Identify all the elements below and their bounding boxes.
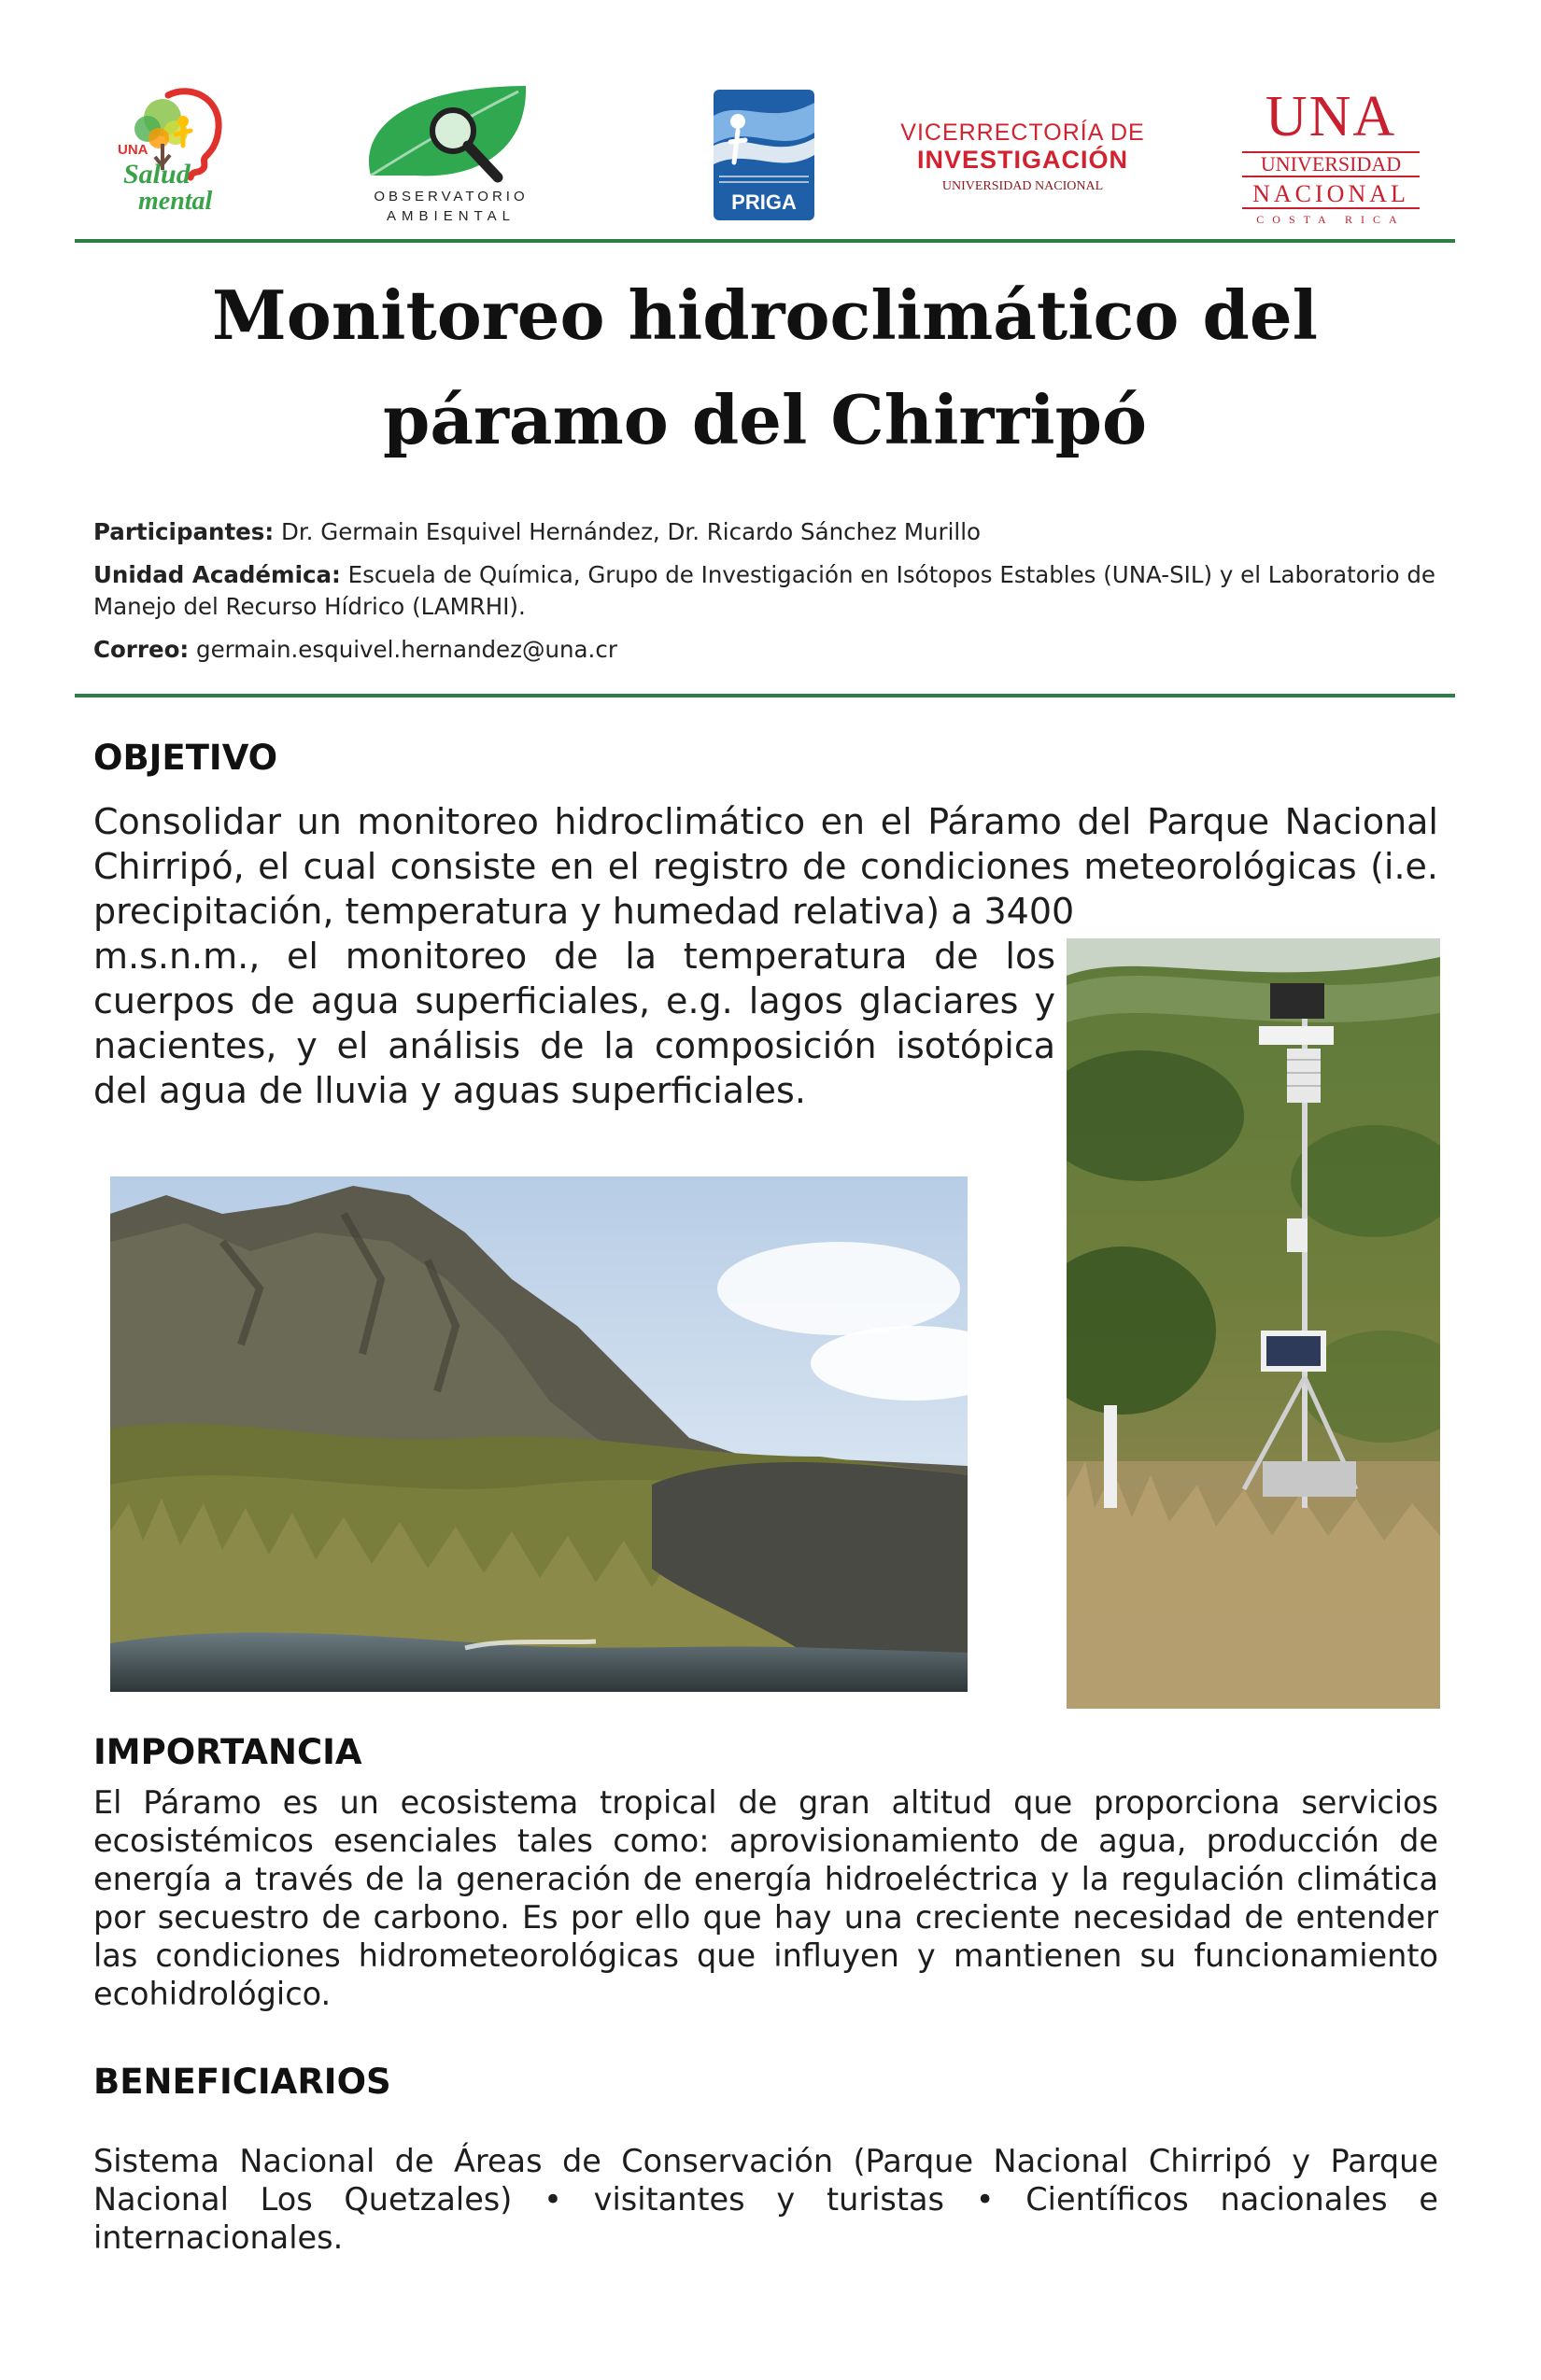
priga-logo xyxy=(714,90,814,220)
email-value[interactable]: germain.esquivel.hernandez@una.cr xyxy=(196,636,617,663)
importancia-text: El Páramo es un ecosistema tropical de gran altitud que proporciona servicios ecosistémicos esenciales tales como: aprovisionamiento de agua, producción de energía a través de la generación de energía hidroeléctrica y la regulación climática por secuestro de carbono. Es por ello que hay una creciente necesidad de entender las condiciones hidrometeorológicas que influyen y mantienen su funcionamiento ecohidrológico. xyxy=(93,1784,1438,2012)
objetivo-text-top: Consolidar un monitoreo hidroclimático en el Páramo del Parque Nacional Chirripó, el cual consiste en el registro de condiciones meteorológicas (i.e. precipitación, temperatura y humedad relativa) a 3400 xyxy=(93,801,1438,932)
participants-value: Dr. Germain Esquivel Hernández, Dr. Ricardo Sánchez Murillo xyxy=(280,518,982,545)
title-line2: páramo del Chirripó xyxy=(382,380,1147,459)
salud-mental-una: UNA xyxy=(118,142,148,158)
unit-value: Escuela de Química, Grupo de Investigación en Isótopos Estables (UNA-SIL) y el Laboratorio de Manejo del Recurso Hídrico (LAMRHI). xyxy=(93,561,1435,620)
vicerrectoria-line3: UNIVERSIDAD NACIONAL xyxy=(941,179,1104,193)
salud-mental-line2: mental xyxy=(138,187,213,216)
vicerrectoria-logo xyxy=(897,120,1149,204)
email-label: Correo: xyxy=(93,636,190,663)
meta-rule xyxy=(75,694,1455,697)
weather-station-photo xyxy=(1067,938,1440,1709)
leaf-magnifier-icon xyxy=(360,82,537,185)
salud-mental-line1: Salud xyxy=(123,159,191,190)
objetivo-heading: OBJETIVO xyxy=(93,738,278,778)
universidad-nacional-logo xyxy=(1242,85,1420,232)
academic-unit xyxy=(93,559,1438,623)
una-wordmark: UNA xyxy=(1265,85,1397,148)
una-salud-mental-logo xyxy=(110,77,232,226)
participants xyxy=(93,516,1438,548)
priga-label: PRIGA xyxy=(731,190,797,214)
header-rule xyxy=(75,239,1455,243)
beneficiarios-heading: BENEFICIARIOS xyxy=(93,2062,391,2102)
observatorio-ambiental-logo xyxy=(360,82,537,232)
beneficiarios-text: Sistema Nacional de Áreas de Conservación (Parque Nacional Chirripó y Parque Nacional Los Quetzales) • visitantes y turistas • Científicos nacionales e internacionales. xyxy=(93,2143,1438,2256)
unit-label: Unidad Académica: xyxy=(93,561,341,588)
vicerrectoria-line2: INVESTIGACIÓN xyxy=(916,146,1129,174)
universidad-line3: COSTA RICA xyxy=(1256,213,1406,226)
universidad-line1: UNIVERSIDAD xyxy=(1242,151,1420,177)
objetivo-text-bottom: m.s.n.m., el monitoreo de la temperatura de los cuerpos de agua superficiales, e.g. lagos glaciares y nacientes, y el análisis de la composición isotópica del agua de lluvia y aguas superficiales. xyxy=(93,936,1055,1111)
title-line1: Monitoreo hidroclimático del xyxy=(212,275,1318,355)
observatorio-line1: OBSERVATORIO xyxy=(374,189,529,204)
universidad-line2: NACIONAL xyxy=(1242,181,1420,209)
vicerrectoria-line1: VICERRECTORÍA DE xyxy=(900,120,1145,146)
paramo-landscape-photo xyxy=(110,1176,968,1692)
importancia-heading: IMPORTANCIA xyxy=(93,1732,362,1772)
participants-label: Participantes: xyxy=(93,518,275,545)
page-title xyxy=(75,263,1455,472)
email xyxy=(93,634,1438,666)
observatorio-line2: AMBIENTAL xyxy=(387,208,516,224)
